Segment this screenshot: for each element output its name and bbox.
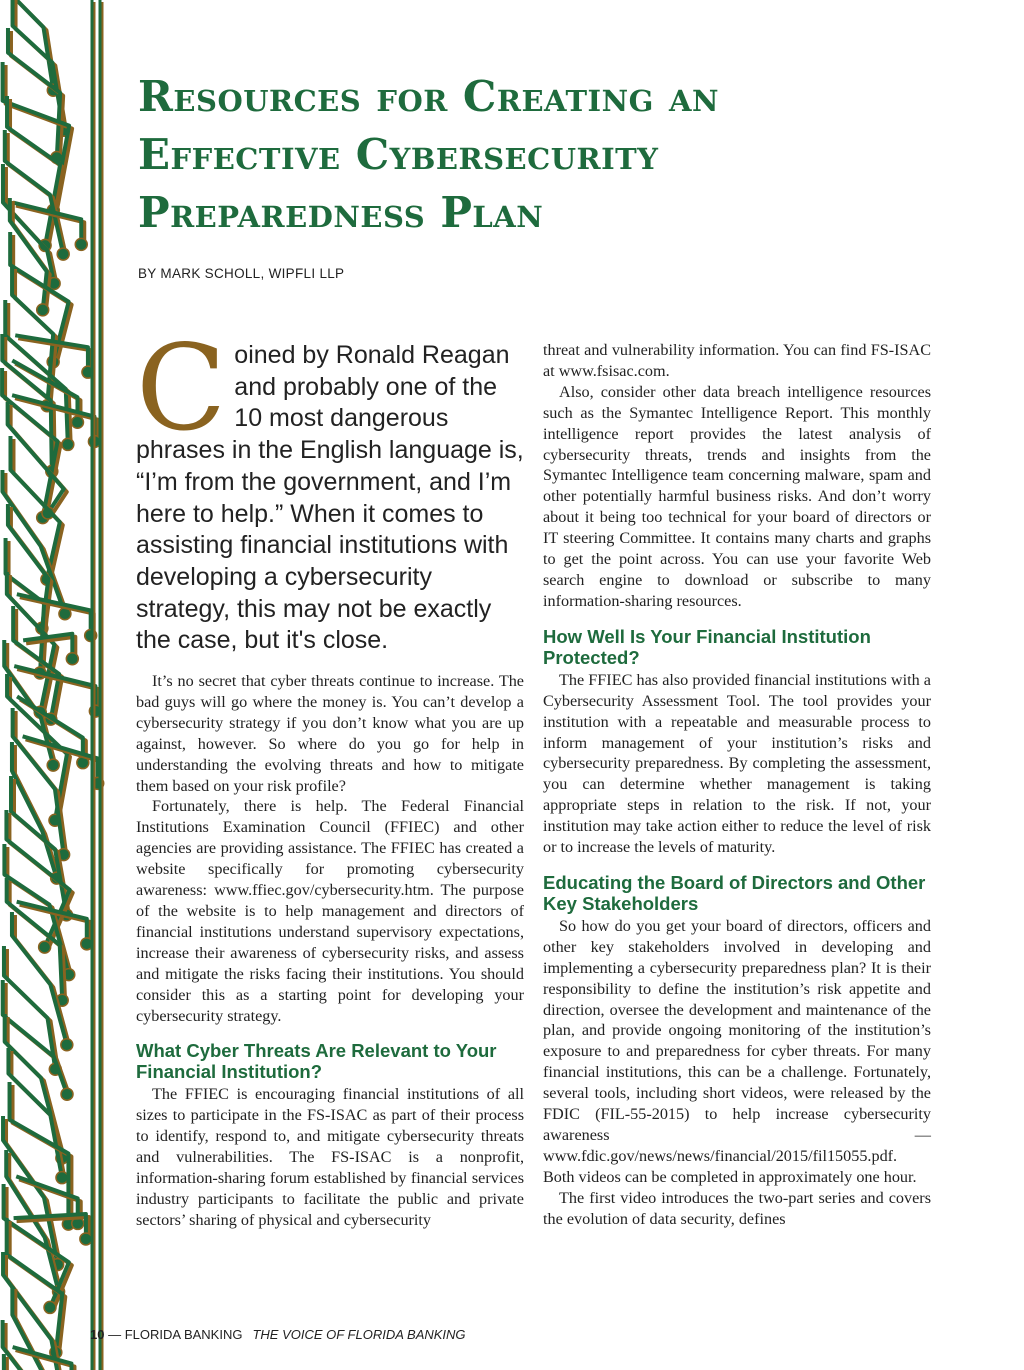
body-paragraph: The first video introduces the two-part series and covers the evolution of data security, defines [543, 1188, 931, 1228]
title-line: Resources for Creating an [138, 72, 720, 121]
page-footer [90, 1327, 466, 1342]
body-paragraph: Also, consider other data breach intelligence resources such as the Symantec Intelligence Report. This monthly intelligence report provides the latest analysis of cybersecurity threats, trends and insights from the Symantec Intelligence team concerning malware, spam and other potentially harmful business risks. And don’t worry about it being too technical for your board of directors or IT steering Committee. It contains many charts and graphs to get the point across. You can use your favorite Web search engine to download or subscribe to many information-sharing resources. [543, 382, 931, 610]
article-title [138, 68, 938, 242]
body-paragraph: The FFIEC has also provided financial institutions with a Cybersecurity Assessment Tool. The tool provides your institution with a repeatable and measurable process to inform management of your institution’s risks and cybersecurity preparedness. By completing the assessment, you can determine whether management is taking appropriate steps in relation to the risk. If not, your institution may take action either to reduce the level of risk or to increase the levels of maturity. [543, 670, 931, 857]
drop-cap: C [136, 319, 227, 457]
right-column [543, 340, 931, 1230]
body-paragraph: threat and vulnerability information. You can find FS-ISAC at www.fsisac.com. [543, 341, 931, 380]
body-paragraph: The FFIEC is encouraging financial institutions of all sizes to participate in the FS-ISAC as part of their process to identify, respond to, and mitigate cybersecurity threats and vulnerabilities. The FS-ISAC is a nonprofit, information-sharing forum established by financial services industry participants to facilitate the public and private sectors’ sharing of physical and cybersecurity [136, 1085, 524, 1229]
section-heading: Educating the Board of Directors and Other Key Stakeholders [543, 871, 926, 914]
body-paragraph: So how do you get your board of directors, officers and other key stakeholders involved in developing and implementing a cybersecurity preparedness plan? It is their responsibility to define the institution’s risk appetite and direction, oversee the development and maintenance of the plan, and provide ongoing monitoring of the institution’s exposure to and preparedness for cyber threats. For many financial institutions, this can be a challenge. Fortunately, several tools, including short videos, were released by the FDIC (FIL-55-2015) to help increase cybersecurity awareness —www.fdic.gov/news/news/financial/2015/fil15055.pdf. Both videos can be completed in approximately one hour. [543, 916, 931, 1186]
body-paragraph: It’s no secret that cyber threats continue to increase. The bad guys will go where the money is. You can’t develop a cybersecurity strategy if you don’t know what you are up against, however. So where do you go for help in understanding the evolving threats and how to mitigate them based on your risk profile? [136, 672, 524, 795]
title-line: Effective Cybersecurity [138, 130, 659, 179]
lead-text: oined by Ronald Reagan and probably one of the 10 most dangerous phrases in the English language is, “I’m from the government, and I’m here to help.” When it comes to assisting financial institutions with developing a cybersecurity strategy, this may not be exactly the case, but it's close. [136, 341, 524, 655]
section-heading: How Well Is Your Financial Institution Protected? [543, 625, 871, 668]
body-paragraph: Fortunately, there is help. The Federal Financial Institutions Examination Council (FFIEC) and other agencies are providing assistance. The FFIEC has created a website specifically for promoting cybersecurity awareness: www.ffiec.gov/cybersecurity.htm. The purpose of the website is to help management and directors of financial institutions understand supervisory expectations, increase their awareness of cybersecurity risks, and assess and mitigate the risks facing their institutions. You should consider this as a starting point for developing your cybersecurity strategy. [136, 797, 524, 1025]
circuit-board-decoration [0, 0, 110, 1370]
title-line: Preparedness Plan [138, 188, 544, 237]
byline: BY MARK SCHOLL, WIPFLI LLP [138, 266, 345, 281]
section-heading: What Cyber Threats Are Relevant to Your Financial Institution? [136, 1040, 497, 1083]
footer-dash: — [104, 1327, 125, 1342]
left-column [136, 319, 524, 1231]
page-number: 10 [90, 1327, 105, 1342]
publication-tagline: THE VOICE OF FLORIDA BANKING [252, 1327, 466, 1342]
lead-paragraph [136, 319, 524, 657]
publication-name: FLORIDA BANKING [124, 1327, 243, 1342]
